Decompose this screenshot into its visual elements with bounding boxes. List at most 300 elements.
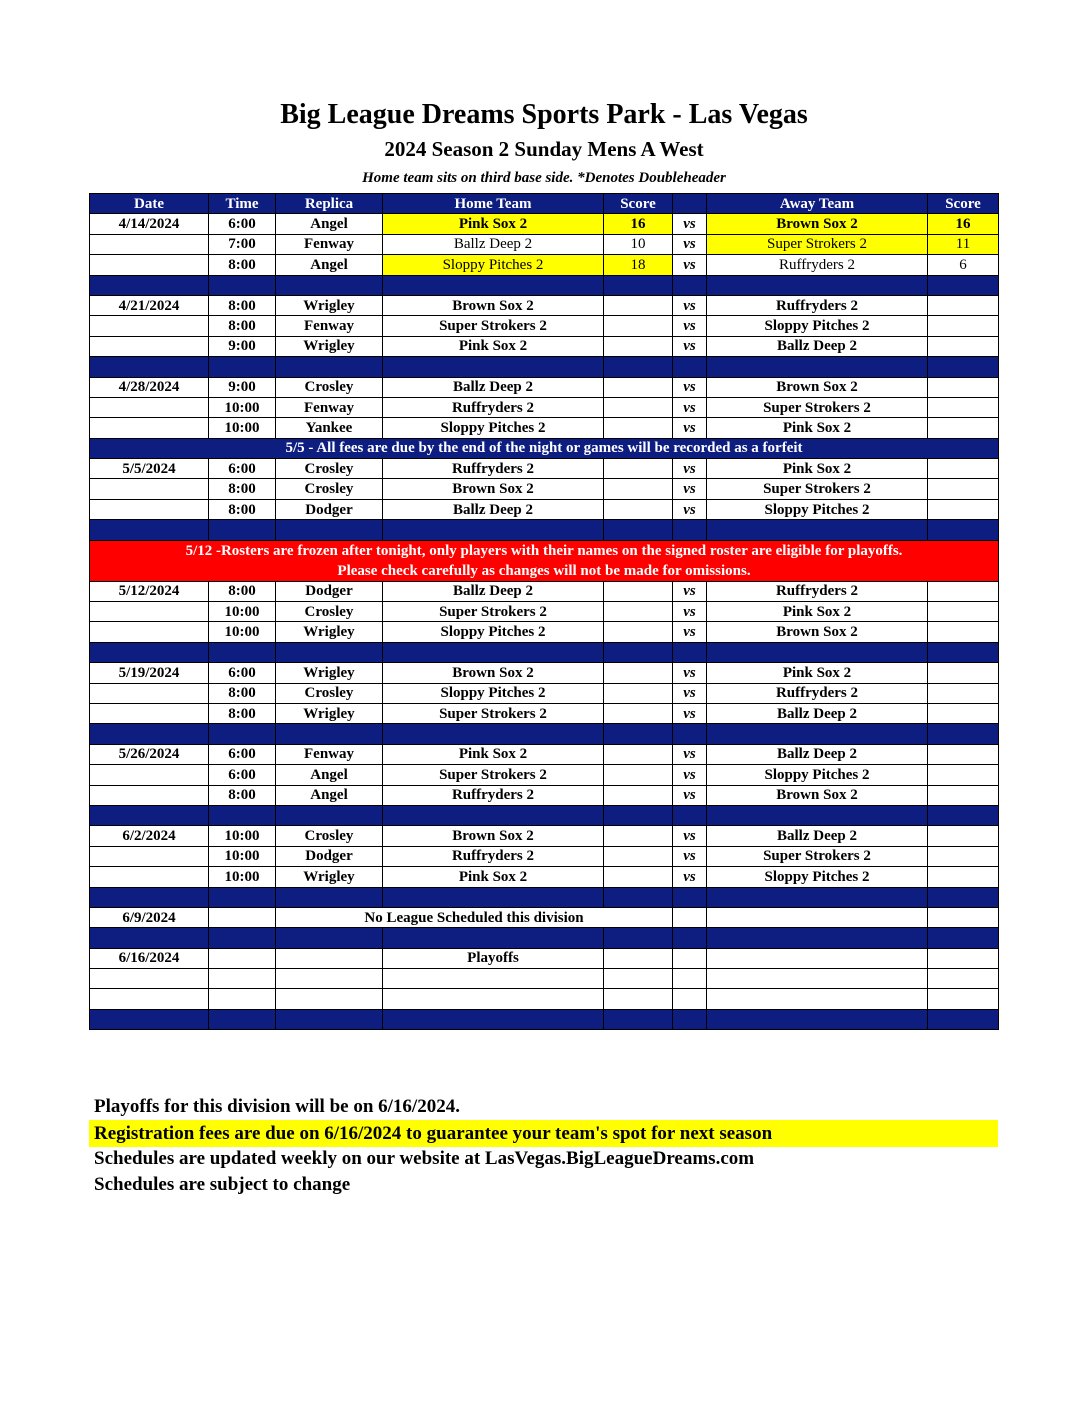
away-score-cell [928,459,999,479]
blank-cell [209,989,276,1009]
home-team-cell: Pink Sox 2 [383,214,604,234]
col-header-vs [673,194,707,214]
separator-cell [673,1009,707,1029]
footer-registration: Registration fees are due on 6/16/2024 to guarantee your team's spot for next season [89,1120,998,1147]
home-team-cell: Ruffryders 2 [383,846,604,866]
header-row [90,194,999,214]
separator-cell [604,887,673,907]
col-header-date: Date [90,194,209,214]
blank-row [90,969,999,989]
alert-row [90,540,999,581]
away-score-cell [928,663,999,683]
page-title: Big League Dreams Sports Park - Las Vegas [280,99,808,130]
separator-cell [90,1009,209,1029]
away-score-cell [928,867,999,887]
game-row [90,846,999,866]
separator-cell [90,805,209,825]
separator-row [90,520,999,540]
separator-cell [209,928,276,948]
home-team-cell: Ballz Deep 2 [383,499,604,519]
away-team-cell [707,948,928,968]
time-cell: 8:00 [209,683,276,703]
footer-website: Schedules are updated weekly on our website at LasVegas.BigLeagueDreams.com [94,1148,755,1169]
separator-cell [604,724,673,744]
replica-cell: Fenway [276,397,383,417]
home-score-cell [604,418,673,438]
separator-cell [673,275,707,295]
away-team-cell: Pink Sox 2 [707,418,928,438]
away-team-cell: Brown Sox 2 [707,214,928,234]
home-score-cell [604,622,673,642]
separator-cell [383,724,604,744]
vs-cell: vs [673,316,707,336]
away-team-cell: Ruffryders 2 [707,683,928,703]
home-score-cell [604,867,673,887]
separator-cell [209,642,276,662]
separator-cell [707,642,928,662]
away-team-cell: Brown Sox 2 [707,377,928,397]
separator-cell [928,887,999,907]
separator-cell [383,928,604,948]
home-score-cell: 16 [604,214,673,234]
home-score-cell [604,683,673,703]
schedule-table [89,193,999,1030]
time-cell: 10:00 [209,622,276,642]
separator-cell [928,520,999,540]
home-score-cell: 18 [604,255,673,275]
blank-cell [928,989,999,1009]
blank-cell [276,969,383,989]
game-row [90,336,999,356]
playoff-row [90,948,999,968]
date-cell [90,316,209,336]
time-cell: 8:00 [209,479,276,499]
date-cell: 4/14/2024 [90,214,209,234]
time-cell [209,907,276,927]
vs-cell: vs [673,479,707,499]
time-cell: 10:00 [209,846,276,866]
away-team-cell: Ruffryders 2 [707,295,928,315]
schedule-body [90,194,999,1030]
game-row [90,214,999,234]
away-score-cell [928,377,999,397]
away-team-cell: Brown Sox 2 [707,785,928,805]
game-row [90,744,999,764]
separator-cell [90,928,209,948]
game-row [90,602,999,622]
vs-cell: vs [673,785,707,805]
date-cell: 4/21/2024 [90,295,209,315]
home-score-cell [604,295,673,315]
away-team-cell: Sloppy Pitches 2 [707,765,928,785]
replica-cell: Crosley [276,602,383,622]
game-row [90,234,999,254]
col-header-replica: Replica [276,194,383,214]
away-score-cell [928,703,999,723]
home-team-cell: Ballz Deep 2 [383,581,604,601]
separator-cell [276,887,383,907]
vs-cell: vs [673,703,707,723]
separator-cell [383,642,604,662]
separator-cell [276,928,383,948]
blank-cell [673,969,707,989]
home-score-cell [604,377,673,397]
home-score-cell [604,336,673,356]
separator-cell [276,805,383,825]
home-team-cell: Ruffryders 2 [383,397,604,417]
separator-cell [209,1009,276,1029]
separator-cell [604,357,673,377]
home-score-cell: 10 [604,234,673,254]
special-text: No League Scheduled this division [276,907,673,927]
home-score-cell [604,765,673,785]
date-cell [90,703,209,723]
home-score-cell [604,316,673,336]
replica-cell: Wrigley [276,663,383,683]
date-cell [90,255,209,275]
away-score-cell [928,744,999,764]
away-score-cell [928,602,999,622]
replica-cell: Dodger [276,581,383,601]
game-row [90,765,999,785]
page-subtitle: 2024 Season 2 Sunday Mens A West [384,137,704,161]
home-team-cell: Sloppy Pitches 2 [383,255,604,275]
game-row [90,316,999,336]
away-score-cell [928,316,999,336]
home-score-cell [604,703,673,723]
away-score-cell [928,479,999,499]
vs-cell: vs [673,499,707,519]
home-score-cell [604,663,673,683]
col-header-time: Time [209,194,276,214]
vs-cell: vs [673,214,707,234]
blank-cell [707,969,928,989]
separator-cell [673,357,707,377]
blank-row [90,989,999,1009]
separator-cell [928,642,999,662]
vs-cell: vs [673,377,707,397]
date-cell [90,683,209,703]
separator-cell [90,642,209,662]
home-team-cell: Sloppy Pitches 2 [383,622,604,642]
date-cell: 6/2/2024 [90,826,209,846]
blank-cell [276,989,383,1009]
vs-cell: vs [673,418,707,438]
separator-cell [209,357,276,377]
separator-cell [90,520,209,540]
footer-playoffs: Playoffs for this division will be on 6/16/2024. [94,1096,460,1117]
separator-cell [707,1009,928,1029]
away-score-cell [928,826,999,846]
footer-disclaimer: Schedules are subject to change [94,1174,351,1195]
separator-cell [604,805,673,825]
home-team-cell: Super Strokers 2 [383,316,604,336]
game-row [90,826,999,846]
away-score-cell [928,765,999,785]
separator-cell [209,887,276,907]
separator-cell [928,805,999,825]
away-score-cell [928,683,999,703]
game-row [90,622,999,642]
blank-cell [90,989,209,1009]
game-row [90,683,999,703]
blank-cell [673,989,707,1009]
separator-cell [209,275,276,295]
separator-cell [928,724,999,744]
date-cell [90,418,209,438]
time-cell: 9:00 [209,377,276,397]
game-row [90,703,999,723]
separator-cell [383,275,604,295]
time-cell: 8:00 [209,703,276,723]
separator-cell [673,642,707,662]
time-cell: 8:00 [209,785,276,805]
game-row [90,397,999,417]
replica-cell: Angel [276,255,383,275]
away-team-cell: Ballz Deep 2 [707,336,928,356]
away-team-cell: Sloppy Pitches 2 [707,499,928,519]
col-header-home-score: Score [604,194,673,214]
home-team-cell: Pink Sox 2 [383,867,604,887]
date-cell [90,499,209,519]
vs-cell: vs [673,867,707,887]
home-team-cell: Sloppy Pitches 2 [383,683,604,703]
schedule-note: Home team sits on third base side. *Denotes Doubleheader [362,170,726,186]
separator-cell [673,520,707,540]
separator-cell [383,1009,604,1029]
replica-cell: Wrigley [276,703,383,723]
separator-row [90,275,999,295]
separator-cell [604,928,673,948]
date-cell: 5/5/2024 [90,459,209,479]
separator-row [90,887,999,907]
col-header-away-team: Away Team [707,194,928,214]
date-cell [90,336,209,356]
vs-cell: vs [673,683,707,703]
away-team-cell: Ballz Deep 2 [707,826,928,846]
vs-cell: vs [673,234,707,254]
date-cell [90,234,209,254]
time-cell [209,948,276,968]
away-score-cell [928,622,999,642]
home-team-cell: Sloppy Pitches 2 [383,418,604,438]
home-score-cell [604,602,673,622]
away-score-cell [928,397,999,417]
separator-cell [276,520,383,540]
separator-cell [383,520,604,540]
home-score-cell [604,459,673,479]
away-team-cell [707,907,928,927]
away-team-cell: Ballz Deep 2 [707,744,928,764]
replica-cell: Crosley [276,683,383,703]
separator-cell [707,520,928,540]
away-score-cell [928,785,999,805]
game-row [90,663,999,683]
game-row [90,418,999,438]
away-score-cell [928,846,999,866]
date-cell [90,397,209,417]
separator-cell [707,724,928,744]
separator-cell [276,642,383,662]
separator-row [90,357,999,377]
separator-cell [673,887,707,907]
date-cell: 5/26/2024 [90,744,209,764]
time-cell: 8:00 [209,295,276,315]
home-team-cell: Ballz Deep 2 [383,377,604,397]
home-team-cell: Ruffryders 2 [383,459,604,479]
separator-cell [928,928,999,948]
vs-cell: vs [673,622,707,642]
replica-cell: Crosley [276,479,383,499]
date-cell: 5/19/2024 [90,663,209,683]
vs-cell: vs [673,255,707,275]
date-cell [90,785,209,805]
away-score-cell [928,907,999,927]
replica-cell: Wrigley [276,622,383,642]
home-team-cell: Brown Sox 2 [383,826,604,846]
game-row [90,499,999,519]
vs-cell: vs [673,397,707,417]
away-team-cell: Super Strokers 2 [707,846,928,866]
separator-cell [604,1009,673,1029]
away-team-cell: Ruffryders 2 [707,255,928,275]
separator-cell [90,887,209,907]
separator-cell [209,805,276,825]
time-cell: 10:00 [209,602,276,622]
home-score-cell [604,479,673,499]
replica-cell: Dodger [276,499,383,519]
time-cell: 10:00 [209,826,276,846]
separator-cell [673,724,707,744]
away-team-cell: Ruffryders 2 [707,581,928,601]
time-cell: 10:00 [209,397,276,417]
replica-cell: Angel [276,785,383,805]
home-team-cell: Brown Sox 2 [383,663,604,683]
home-score-cell [604,826,673,846]
game-row [90,459,999,479]
date-cell [90,765,209,785]
blank-cell [383,969,604,989]
date-cell: 5/12/2024 [90,581,209,601]
away-score-cell [928,581,999,601]
away-team-cell: Super Strokers 2 [707,479,928,499]
home-team-cell: Brown Sox 2 [383,479,604,499]
vs-cell: vs [673,744,707,764]
replica-cell: Wrigley [276,295,383,315]
separator-cell [707,887,928,907]
separator-cell [90,275,209,295]
alert-cell [90,540,999,581]
time-cell: 6:00 [209,459,276,479]
time-cell: 6:00 [209,663,276,683]
away-score-cell: 16 [928,214,999,234]
blank-cell [209,969,276,989]
replica-cell [276,948,383,968]
separator-cell [604,275,673,295]
blank-cell [604,989,673,1009]
vs-cell [673,907,707,927]
notice-row [90,438,999,458]
replica-cell: Yankee [276,418,383,438]
blank-cell [604,969,673,989]
vs-cell: vs [673,663,707,683]
away-team-cell: Pink Sox 2 [707,663,928,683]
date-cell: 6/16/2024 [90,948,209,968]
time-cell: 9:00 [209,336,276,356]
separator-cell [707,805,928,825]
vs-cell: vs [673,336,707,356]
separator-cell [276,275,383,295]
separator-cell [276,357,383,377]
vs-cell [673,948,707,968]
time-cell: 8:00 [209,255,276,275]
replica-cell: Wrigley [276,867,383,887]
home-team-cell: Super Strokers 2 [383,703,604,723]
separator-cell [707,928,928,948]
home-score-cell [604,948,673,968]
alert-line-1: 5/12 -Rosters are frozen after tonight, only players with their names on the signed roster are eligible for playoffs. [185,542,903,559]
separator-row [90,805,999,825]
separator-cell [276,724,383,744]
game-row [90,255,999,275]
replica-cell: Crosley [276,826,383,846]
replica-cell: Dodger [276,846,383,866]
time-cell: 10:00 [209,418,276,438]
home-score-cell [604,499,673,519]
time-cell: 6:00 [209,765,276,785]
vs-cell: vs [673,846,707,866]
col-header-home-team: Home Team [383,194,604,214]
time-cell: 8:00 [209,581,276,601]
home-score-cell [604,785,673,805]
replica-cell: Wrigley [276,336,383,356]
vs-cell: vs [673,765,707,785]
separator-cell [928,357,999,377]
vs-cell: vs [673,581,707,601]
date-cell: 4/28/2024 [90,377,209,397]
home-score-cell [604,846,673,866]
separator-cell [276,1009,383,1029]
home-team-cell: Super Strokers 2 [383,765,604,785]
playoff-text: Playoffs [383,948,604,968]
separator-cell [209,724,276,744]
home-team-cell: Ruffryders 2 [383,785,604,805]
away-team-cell: Ballz Deep 2 [707,703,928,723]
special-row [90,907,999,927]
time-cell: 6:00 [209,214,276,234]
separator-cell [928,275,999,295]
separator-cell [90,724,209,744]
away-team-cell: Sloppy Pitches 2 [707,316,928,336]
separator-row [90,642,999,662]
replica-cell: Fenway [276,316,383,336]
vs-cell: vs [673,295,707,315]
home-score-cell [604,744,673,764]
home-team-cell: Pink Sox 2 [383,336,604,356]
away-score-cell: 6 [928,255,999,275]
home-team-cell: Brown Sox 2 [383,295,604,315]
game-row [90,377,999,397]
blank-cell [383,989,604,1009]
game-row [90,867,999,887]
separator-cell [928,1009,999,1029]
date-cell [90,602,209,622]
home-team-cell: Ballz Deep 2 [383,234,604,254]
blank-cell [707,989,928,1009]
replica-cell: Fenway [276,744,383,764]
blank-cell [90,969,209,989]
alert-line-2: Please check carefully as changes will not be made for omissions. [337,562,751,579]
